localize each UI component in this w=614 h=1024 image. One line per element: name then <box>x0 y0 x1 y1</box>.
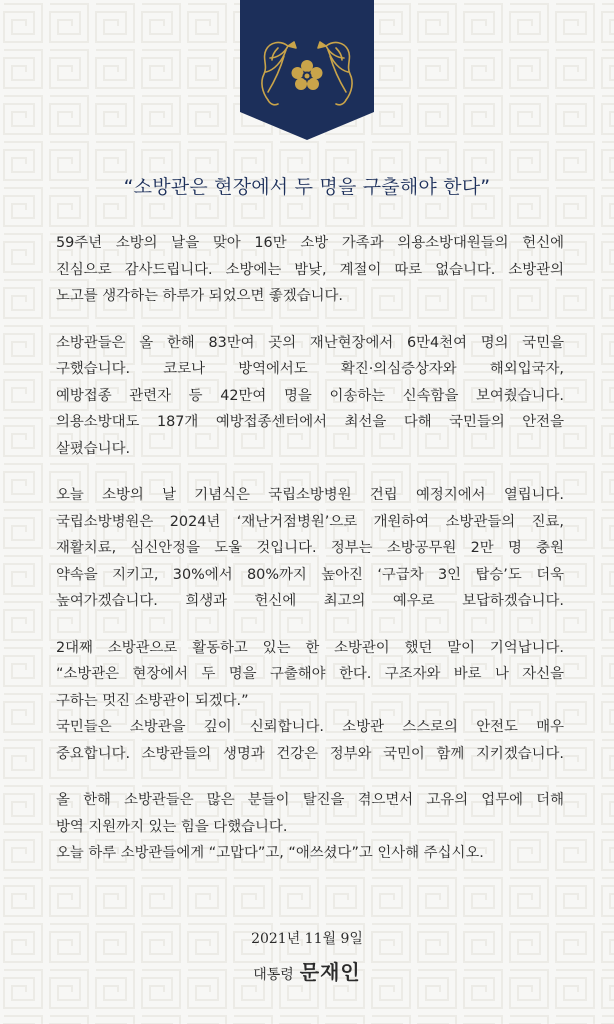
text-line: 구했습니다. 코로나 방역에서도 확진·의심증상자와 해외입국자, <box>56 361 564 377</box>
signature-name: 문재인 <box>299 960 361 984</box>
text-line: 재활치료, 심신안정을 도울 것입니다. 정부는 소방공무원 2만 명 충원 <box>56 540 564 556</box>
text-line: 59주년 소방의 날을 맞아 16만 소방 가족과 의용소방대원들의 헌신에 <box>56 235 564 251</box>
text-line: 노고를 생각하는 하루가 되었으면 좋겠습니다. <box>56 288 343 304</box>
text-line: 중요합니다. 소방관들의 생명과 건강은 정부와 국민이 함께 지키겠습니다. <box>56 745 564 762</box>
signature-title: 대통령 <box>253 967 294 983</box>
signature-line <box>0 956 614 985</box>
paragraph <box>56 230 564 310</box>
letter-body <box>56 230 564 887</box>
paragraph <box>56 787 564 867</box>
signature-date: 2021년 11월 9일 <box>251 931 363 947</box>
text-line: 살폈습니다. <box>56 440 131 457</box>
phoenix-emblem-icon <box>240 0 374 140</box>
text-line: 구하는 멋진 소방관이 되겠다.” <box>56 692 249 709</box>
paragraph <box>56 330 564 463</box>
signature-block <box>0 928 614 985</box>
text-line: 2대째 소방관으로 활동하고 있는 한 소방관이 했던 말이 기억납니다. <box>56 639 564 656</box>
text-line: 국립소방병원은 2024년 ‘재난거점병원’으로 개원하여 소방관들의 진료, <box>56 513 564 530</box>
text-line: 올 한해 소방관들은 많은 분들이 탈진을 겪으면서 고유의 업무에 더해 <box>56 792 564 808</box>
text-line: 소방관들은 올 한해 83만여 곳의 재난현장에서 6만4천여 명의 국민을 <box>56 334 564 351</box>
text-line: 높여가겠습니다. 희생과 헌신에 최고의 예우로 보답하겠습니다. <box>56 593 564 609</box>
paragraph <box>56 635 564 768</box>
text-line: 의용소방대도 187개 예방접종센터에서 최선을 다해 국민들의 안전을 <box>56 414 564 430</box>
text-line: 방역 지원까지 있는 힘을 다했습니다. <box>56 818 288 835</box>
paragraph <box>56 482 564 615</box>
text-line: 예방접종 관련자 등 42만여 명을 이송하는 신속함을 보여줬습니다. <box>56 387 564 404</box>
page-title: “소방관은 현장에서 두 명을 구출해야 한다” <box>123 176 491 198</box>
text-line: 국민들은 소방관을 깊이 신뢰합니다. 소방관 스스로의 안전도 매우 <box>56 719 564 735</box>
text-line: “소방관은 현장에서 두 명을 구출해야 한다. 구조자와 바로 나 자신을 <box>56 666 564 682</box>
text-line: 진심으로 감사드립니다. 소방에는 밤낮, 계절이 따로 없습니다. 소방관의 <box>56 261 564 278</box>
text-line: 오늘 하루 소방관들에게 “고맙다”고, “애쓰셨다”고 인사해 주십시오. <box>56 845 484 861</box>
text-line: 오늘 소방의 날 기념식은 국립소방병원 건립 예정지에서 열립니다. <box>56 487 564 503</box>
text-line: 약속을 지키고, 30%에서 80%까지 높아진 ‘구급차 3인 탑승’도 더욱 <box>56 566 564 583</box>
